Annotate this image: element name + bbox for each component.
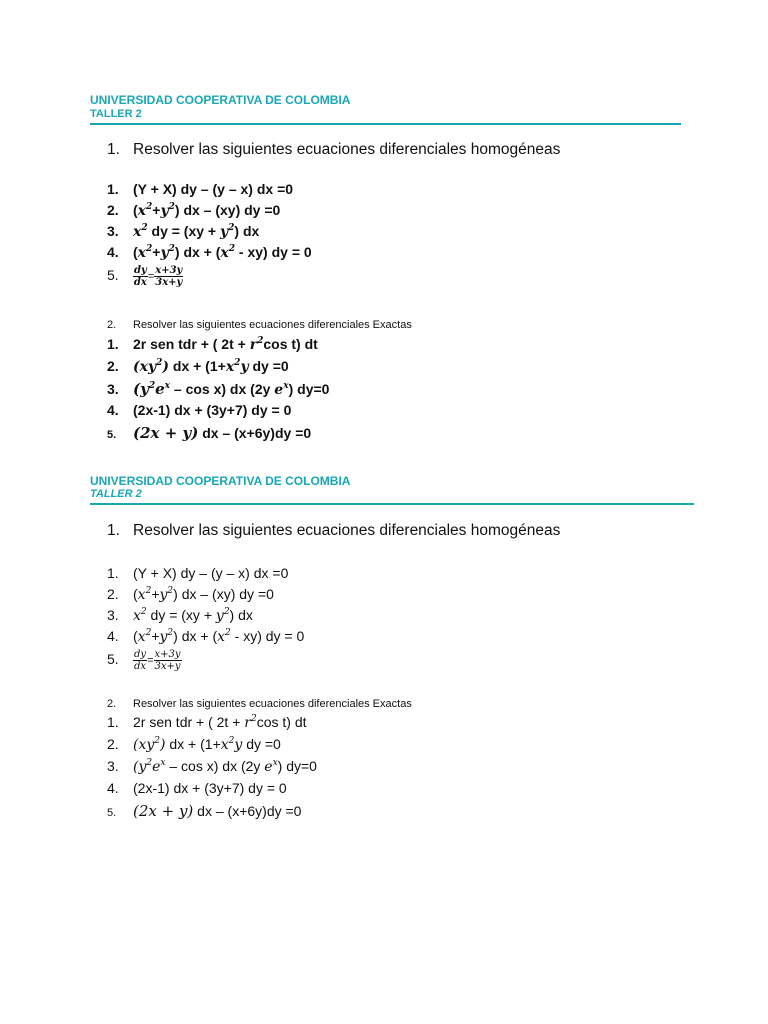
fraction-dy-dx: $\frac{dy}{dx}$ xyxy=(133,265,147,288)
list-item: 4. (2x-1) dx + (3y+7) dy = 0 xyxy=(107,780,287,796)
list-item: 1. (Y + X) dy – (y – x) dx =0 xyxy=(107,181,294,197)
question-1-title: 1. Resolver las siguientes ecuaciones diferenciales homogéneas xyxy=(107,522,561,539)
list-item: 2. $(x^2+y^2)$ dx – (xy) dy =0 xyxy=(107,202,281,219)
header-rule xyxy=(90,123,681,125)
question-2-title: 2. Resolver las siguientes ecuaciones diferenciales Exactas xyxy=(107,319,412,331)
list-item: 1. 2r sen tdr + ( $2t + r^2\cos$ t) dt xyxy=(107,714,307,731)
section-copy-1 xyxy=(90,93,690,442)
course-heading: TALLER 2 xyxy=(90,108,142,120)
list-item: 1. (Y + X) dy – (y – x) dx =0 xyxy=(107,565,289,581)
list-item: 3. $x^2$ dy = $(xy + y^2)$ dx xyxy=(107,607,253,624)
list-item: 2. $(x^2+y^2)$ dx – (xy) dy =0 xyxy=(107,586,274,603)
list-item: 4. (2x-1) dx + (3y+7) dy = 0 xyxy=(107,402,292,418)
list-item: 1. 2r sen tdr + ( $2t + r^2\cos$ t) dt xyxy=(107,336,318,353)
list-item: 5. $\frac{dy}{dx}$ = $\frac{x+3y}{3x+y}$ xyxy=(107,265,183,288)
header-rule xyxy=(90,503,694,505)
fraction-dy-dx: $\frac{dy}{dx}$ xyxy=(134,649,147,672)
list-item: 5. (2x + y) dx – (x+6y)dy =0 xyxy=(107,424,312,442)
list-item: 3. ($y^2e^x$ – cos x) dx (2y $e^x$) dy=0 xyxy=(107,758,317,775)
list-item: 5. $\frac{dy}{dx}$ = $\frac{x+3y}{3x+y}$ xyxy=(107,649,181,672)
list-item: 2. $(xy^2)$ dx + ($1+x^2y$ dy =0 xyxy=(107,736,281,753)
question-1-title: 1. Resolver las siguientes ecuaciones diferenciales homogéneas xyxy=(107,141,561,158)
fraction-rhs: $\frac{x+3y}{3x+y}$ xyxy=(154,649,181,672)
section-copy-2 xyxy=(90,474,690,820)
course-heading: TALLER 2 xyxy=(90,488,142,500)
list-item: 4. $(x^2+y^2)$ dx + $(x^2 - xy)$ dy = 0 xyxy=(107,628,305,645)
fraction-rhs: $\frac{x+3y}{3x+y}$ xyxy=(155,265,183,288)
university-heading: UNIVERSIDAD COOPERATIVA DE COLOMBIA xyxy=(90,93,351,107)
question-2-title: 2. Resolver las siguientes ecuaciones diferenciales Exactas xyxy=(107,698,412,710)
university-heading: UNIVERSIDAD COOPERATIVA DE COLOMBIA xyxy=(90,474,351,488)
list-item: 3. $x^2$ dy = $(xy + y^2)$ dx xyxy=(107,223,260,240)
list-item: 5. (2x + y) dx – (x+6y)dy =0 xyxy=(107,802,302,820)
list-item: 4. $(x^2+y^2)$ dx + $(x^2 - xy)$ dy = 0 xyxy=(107,244,312,261)
list-item: 2. $(xy^2)$ dx + ($1+x^2y$ dy =0 xyxy=(107,358,289,375)
list-item: 3. ($y^2e^x$ – cos x) dx (2y $e^x$) dy=0 xyxy=(107,380,330,398)
